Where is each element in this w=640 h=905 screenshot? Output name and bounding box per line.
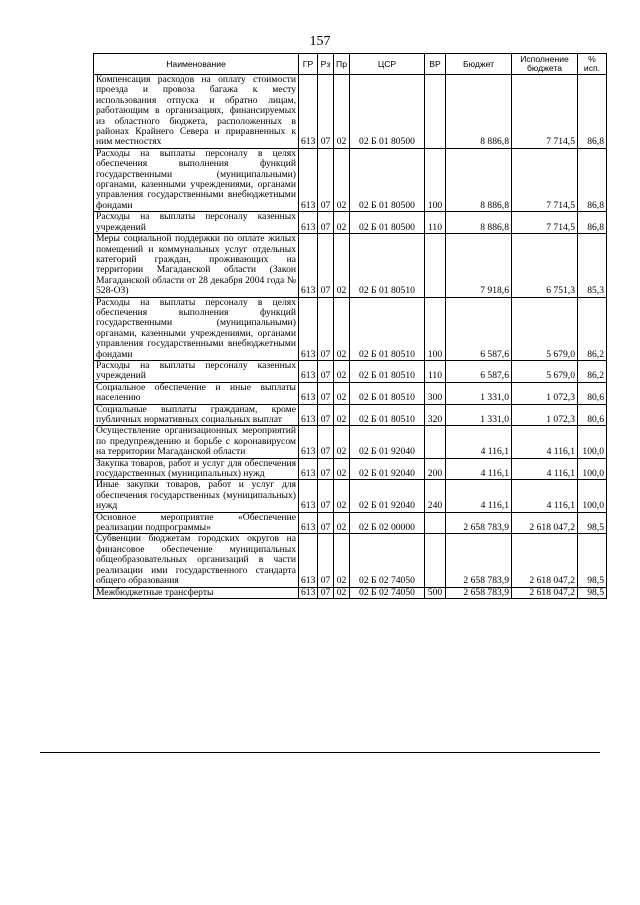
cell-rz: 07 xyxy=(318,534,334,587)
cell-gr: 613 xyxy=(299,404,318,426)
cell-percent: 98,5 xyxy=(578,512,607,534)
cell-pr: 02 xyxy=(334,426,350,458)
cell-name: Осуществление организационных мероприятий по предупреждению и борьбе с коронавирусом на территории Магаданской области xyxy=(94,426,299,458)
cell-rz: 07 xyxy=(318,148,334,211)
cell-csr: 02 Б 01 92040 xyxy=(350,458,425,480)
cell-csr: 02 Б 02 74050 xyxy=(350,587,425,598)
cell-percent: 100,0 xyxy=(578,458,607,480)
cell-execution: 6 751,3 xyxy=(512,234,578,297)
cell-gr: 613 xyxy=(299,382,318,404)
cell-csr: 02 Б 01 80510 xyxy=(350,382,425,404)
cell-rz: 07 xyxy=(318,480,334,512)
cell-pr: 02 xyxy=(334,512,350,534)
table-row xyxy=(94,426,607,458)
header-percent: % исп. xyxy=(578,54,607,75)
cell-rz: 07 xyxy=(318,234,334,297)
cell-gr: 613 xyxy=(299,75,318,149)
cell-execution: 1 072,3 xyxy=(512,404,578,426)
table-row xyxy=(94,534,607,587)
cell-pr: 02 xyxy=(334,360,350,382)
cell-execution: 2 618 047,2 xyxy=(512,512,578,534)
cell-csr: 02 Б 01 80510 xyxy=(350,404,425,426)
table-row xyxy=(94,212,607,234)
cell-execution: 1 072,3 xyxy=(512,382,578,404)
cell-name: Иные закупки товаров, работ и услуг для обеспечения государственных (муниципальных) нужд xyxy=(94,480,299,512)
cell-budget: 2 658 783,9 xyxy=(446,534,512,587)
cell-csr: 02 Б 01 92040 xyxy=(350,480,425,512)
cell-vr: 200 xyxy=(425,458,446,480)
cell-vr: 110 xyxy=(425,360,446,382)
cell-percent: 100,0 xyxy=(578,480,607,512)
cell-execution: 2 618 047,2 xyxy=(512,534,578,587)
cell-percent: 86,8 xyxy=(578,148,607,211)
cell-csr: 02 Б 02 00000 xyxy=(350,512,425,534)
cell-percent: 86,8 xyxy=(578,212,607,234)
cell-execution: 7 714,5 xyxy=(512,212,578,234)
cell-pr: 02 xyxy=(334,234,350,297)
cell-csr: 02 Б 01 80500 xyxy=(350,75,425,149)
table-row xyxy=(94,587,607,598)
header-rz: Рз xyxy=(318,54,334,75)
cell-gr: 613 xyxy=(299,234,318,297)
cell-rz: 07 xyxy=(318,458,334,480)
cell-pr: 02 xyxy=(334,587,350,598)
cell-pr: 02 xyxy=(334,297,350,360)
page-footer-rule xyxy=(40,752,600,753)
cell-budget: 8 886,8 xyxy=(446,148,512,211)
cell-rz: 07 xyxy=(318,512,334,534)
cell-vr xyxy=(425,75,446,149)
page-number: 157 xyxy=(309,34,331,49)
cell-csr: 02 Б 02 74050 xyxy=(350,534,425,587)
cell-budget: 8 886,8 xyxy=(446,212,512,234)
cell-execution: 4 116,1 xyxy=(512,480,578,512)
cell-vr: 500 xyxy=(425,587,446,598)
cell-vr: 240 xyxy=(425,480,446,512)
cell-rz: 07 xyxy=(318,75,334,149)
table-header-row xyxy=(94,54,607,75)
cell-percent: 85,3 xyxy=(578,234,607,297)
table-row xyxy=(94,480,607,512)
cell-budget: 4 116,1 xyxy=(446,426,512,458)
cell-csr: 02 Б 01 80510 xyxy=(350,297,425,360)
cell-percent: 98,5 xyxy=(578,534,607,587)
cell-name: Расходы на выплаты персоналу в целях обеспечения выполнения функций государственными (муниципальными) органами, казенными учреждениями, органами управления государственными внебюджетными фондами xyxy=(94,148,299,211)
cell-pr: 02 xyxy=(334,212,350,234)
cell-vr: 320 xyxy=(425,404,446,426)
cell-vr: 100 xyxy=(425,148,446,211)
budget-execution-table xyxy=(93,53,607,599)
cell-percent: 86,2 xyxy=(578,360,607,382)
table-row xyxy=(94,382,607,404)
cell-gr: 613 xyxy=(299,534,318,587)
cell-rz: 07 xyxy=(318,360,334,382)
table-row xyxy=(94,234,607,297)
cell-pr: 02 xyxy=(334,480,350,512)
header-execution: Исполнение бюджета xyxy=(512,54,578,75)
cell-gr: 613 xyxy=(299,297,318,360)
table-row xyxy=(94,297,607,360)
cell-csr: 02 Б 01 80510 xyxy=(350,234,425,297)
cell-execution: 5 679,0 xyxy=(512,360,578,382)
cell-budget: 1 331,0 xyxy=(446,382,512,404)
cell-gr: 613 xyxy=(299,360,318,382)
cell-name: Меры социальной поддержки по оплате жилых помещений и коммунальных услуг отдельных категорий граждан, проживающих на территории Магаданской области (Закон Магаданской области от 28 декабря 2004 года № 528-ОЗ) xyxy=(94,234,299,297)
table-row xyxy=(94,360,607,382)
cell-vr xyxy=(425,234,446,297)
header-name: Наименование xyxy=(94,54,299,75)
cell-execution: 4 116,1 xyxy=(512,458,578,480)
cell-gr: 613 xyxy=(299,148,318,211)
cell-gr: 613 xyxy=(299,587,318,598)
cell-name: Межбюджетные трансферты xyxy=(94,587,299,598)
cell-gr: 613 xyxy=(299,212,318,234)
cell-budget: 4 116,1 xyxy=(446,480,512,512)
cell-budget: 6 587,6 xyxy=(446,297,512,360)
cell-percent: 98,5 xyxy=(578,587,607,598)
cell-budget: 2 658 783,9 xyxy=(446,587,512,598)
cell-rz: 07 xyxy=(318,212,334,234)
cell-budget: 7 918,6 xyxy=(446,234,512,297)
cell-name: Основное мероприятие «Обеспечение реализации подпрограммы» xyxy=(94,512,299,534)
cell-execution: 7 714,5 xyxy=(512,148,578,211)
cell-name: Компенсация расходов на оплату стоимости проезда и провоза багажа к месту использования отпуска и обратно лицам, работающим в организациях, финансируемых из областного бюджета, расположенных в районах Крайнего Севера и приравненных к ним местностях xyxy=(94,75,299,149)
cell-budget: 1 331,0 xyxy=(446,404,512,426)
cell-percent: 100,0 xyxy=(578,426,607,458)
cell-vr: 110 xyxy=(425,212,446,234)
cell-name: Закупка товаров, работ и услуг для обеспечения государственных (муниципальных) нужд xyxy=(94,458,299,480)
cell-budget: 4 116,1 xyxy=(446,458,512,480)
cell-rz: 07 xyxy=(318,382,334,404)
header-pr: Пр xyxy=(334,54,350,75)
cell-percent: 80,6 xyxy=(578,404,607,426)
cell-execution: 2 618 047,2 xyxy=(512,587,578,598)
header-budget: Бюджет xyxy=(446,54,512,75)
cell-budget: 6 587,6 xyxy=(446,360,512,382)
cell-rz: 07 xyxy=(318,297,334,360)
cell-csr: 02 Б 01 80500 xyxy=(350,212,425,234)
cell-name: Расходы на выплаты персоналу казенных учреждений xyxy=(94,212,299,234)
table-body xyxy=(94,75,607,599)
cell-vr: 300 xyxy=(425,382,446,404)
cell-percent: 86,8 xyxy=(578,75,607,149)
cell-execution: 5 679,0 xyxy=(512,297,578,360)
cell-name: Социальные выплаты гражданам, кроме публичных нормативных социальных выплат xyxy=(94,404,299,426)
cell-percent: 80,6 xyxy=(578,382,607,404)
table-row xyxy=(94,148,607,211)
cell-vr: 100 xyxy=(425,297,446,360)
cell-execution: 7 714,5 xyxy=(512,75,578,149)
cell-name: Расходы на выплаты персоналу казенных учреждений xyxy=(94,360,299,382)
cell-gr: 613 xyxy=(299,458,318,480)
cell-gr: 613 xyxy=(299,426,318,458)
cell-gr: 613 xyxy=(299,480,318,512)
table-row xyxy=(94,458,607,480)
cell-csr: 02 Б 01 80510 xyxy=(350,360,425,382)
cell-pr: 02 xyxy=(334,404,350,426)
cell-execution: 4 116,1 xyxy=(512,426,578,458)
cell-vr xyxy=(425,534,446,587)
header-gr: ГР xyxy=(299,54,318,75)
cell-csr: 02 Б 01 80500 xyxy=(350,148,425,211)
table-row xyxy=(94,512,607,534)
cell-budget: 2 658 783,9 xyxy=(446,512,512,534)
cell-pr: 02 xyxy=(334,148,350,211)
cell-name: Социальное обеспечение и иные выплаты населению xyxy=(94,382,299,404)
cell-pr: 02 xyxy=(334,75,350,149)
cell-pr: 02 xyxy=(334,458,350,480)
cell-vr xyxy=(425,426,446,458)
cell-budget: 8 886,8 xyxy=(446,75,512,149)
cell-rz: 07 xyxy=(318,404,334,426)
cell-percent: 86,2 xyxy=(578,297,607,360)
header-csr: ЦСР xyxy=(350,54,425,75)
cell-gr: 613 xyxy=(299,512,318,534)
header-vr: ВР xyxy=(425,54,446,75)
cell-name: Расходы на выплаты персоналу в целях обеспечения выполнения функций государственными (муниципальными) органами, казенными учреждениями, органами управления государственными внебюджетными фондами xyxy=(94,297,299,360)
cell-csr: 02 Б 01 92040 xyxy=(350,426,425,458)
table-row xyxy=(94,404,607,426)
cell-pr: 02 xyxy=(334,534,350,587)
cell-rz: 07 xyxy=(318,587,334,598)
cell-vr xyxy=(425,512,446,534)
table-row xyxy=(94,75,607,149)
cell-name: Субвенции бюджетам городских округов на финансовое обеспечение муниципальных общеобразовательных организаций в части реализации ими государственного стандарта общего образования xyxy=(94,534,299,587)
cell-rz: 07 xyxy=(318,426,334,458)
cell-pr: 02 xyxy=(334,382,350,404)
